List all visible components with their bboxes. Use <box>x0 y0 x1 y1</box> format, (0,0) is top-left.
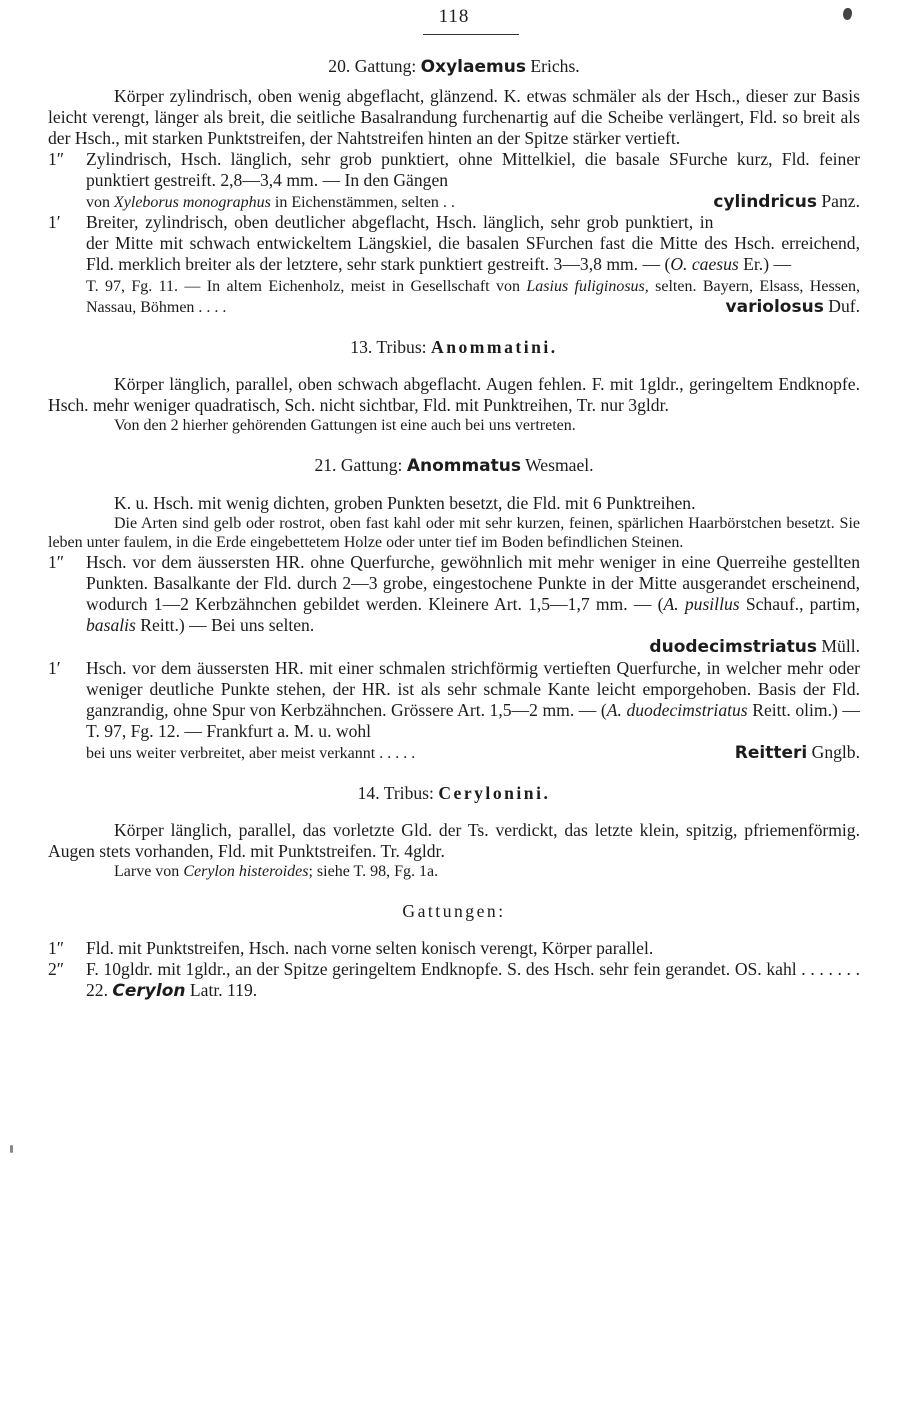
species-name: cylindricus <box>713 192 817 212</box>
key-number: 1′ <box>48 212 61 232</box>
genus-author: Latr. 119. <box>189 980 258 1000</box>
heading-prefix: 13. Tribus: <box>350 337 427 357</box>
synonym-post: Reitt.) — Bei uns selten. <box>140 615 315 635</box>
species-entry <box>86 636 860 658</box>
larva-reference <box>48 862 860 881</box>
species-entry <box>735 742 860 764</box>
genus-description: K. u. Hsch. mit wenig dichten, groben Punkten besetzt, die Fld. mit 6 Punktreihen. <box>114 493 696 513</box>
key-number: 1″ <box>48 552 65 572</box>
key-number: 1″ <box>48 938 65 958</box>
species-name: Reitteri <box>734 743 808 763</box>
key-small-text: bei uns weiter verbreitet, aber meist verkannt . . . . . <box>86 745 416 762</box>
synonym-name: A. duodecimstriatus <box>606 700 748 720</box>
key-entry <box>48 552 860 658</box>
key-small-pre: von <box>86 194 110 211</box>
synonym-name: basalis <box>86 615 136 635</box>
species-author: Gnglb. <box>811 742 860 762</box>
key-entry <box>48 959 860 1002</box>
synonym-name: O. caesus <box>670 254 739 274</box>
key-number: 1″ <box>48 149 65 169</box>
larva-post: ; siehe T. 98, Fg. 1a. <box>308 863 439 880</box>
synonym-post: Reitt. olim.) — T. 97, Fg. 12. — Frankfurt a. M. u. wohl <box>86 700 860 741</box>
book-page <box>48 0 860 1420</box>
genus-author: Erichs. <box>530 56 580 76</box>
host-species-name: Lasius fuliginosus, <box>526 278 649 295</box>
key-text: Hsch. vor dem äussersten HR. mit einer schmalen strichförmig vertieften Querfurche, in welcher mehr oder weniger deutliche Punkte stehen, der HR. ist als sehr schmale Kante leicht emporgehoben. Basis der Fld. ganzrandig, ohne Spur von Kerbzähnchen. Grössere Art. 1,5—2 mm. — ( <box>86 658 860 720</box>
synonym-name: A. pusillus <box>663 594 740 614</box>
heading-prefix: 20. Gattung: <box>328 56 417 76</box>
key-text: F. 10gldr. mit 1gldr., an der Spitze geringeltem Endknopfe. S. des Hsch. sehr fein gerandet. OS. kahl . . . . . . . 22. <box>86 959 860 1000</box>
page-content <box>48 56 860 1002</box>
genus-name: Cerylon <box>112 981 186 1001</box>
species-name: variolosus <box>725 297 824 317</box>
tribus-heading-cerylonini <box>48 783 860 804</box>
key-small-post: in Eichenstämmen, selten . . <box>274 194 455 211</box>
tribus-description: Körper länglich, parallel, oben schwach abgeflacht. Augen fehlen. F. mit 1gldr., geringeltem Endknopfe. Hsch. mehr weniger quadratisch, Sch. nicht sichtbar, Fld. mit Punktreihen, Tr. nur 3gldr. <box>48 374 860 415</box>
host-species-name: Xyleborus monographus <box>114 194 271 211</box>
larva-species: Cerylon histeroides <box>183 863 309 880</box>
key-entry <box>48 658 860 763</box>
key-entry <box>48 938 860 959</box>
page-number: 118 <box>438 6 470 27</box>
key-text: Breiter, zylindrisch, oben deutlicher abgeflacht, Hsch. länglich, sehr grob punktiert, in der Mitte mit schwach entwickeltem Längskiel, die basalen SFurchen fast die Mitte des Hsch. erreichend, Fld. merklich breiter als der letztere, sehr stark punktiert gestreift. 3—3,8 mm. — ( <box>86 212 860 274</box>
margin-ink-mark <box>10 1145 13 1153</box>
species-author: Duf. <box>828 296 860 316</box>
genus-heading-anommatus <box>48 455 860 477</box>
synonym-post: Er.) — <box>743 254 792 274</box>
key-number: 2″ <box>48 959 65 979</box>
key-small-pre: T. 97, Fg. 11. — In altem Eichenholz, meist in Gesellschaft von <box>86 278 520 295</box>
species-author: Panz. <box>821 191 860 211</box>
key-text: Fld. mit Punktstreifen, Hsch. nach vorne selten konisch verengt, Körper parallel. <box>86 938 654 958</box>
tribus-name: Anommatini. <box>430 337 558 357</box>
key-text: Zylindrisch, Hsch. länglich, sehr grob punktiert, ohne Mittelkiel, die basale SFurche kurz, Fld. feiner punktiert gestreift. 2,8—3,4 mm. — In den Gängen <box>86 149 860 190</box>
genus-heading-oxylaemus <box>48 56 860 78</box>
key-entry <box>48 212 860 317</box>
key-number: 1′ <box>48 658 61 678</box>
larva-pre: Larve von <box>114 863 180 880</box>
key-small-text <box>86 194 455 211</box>
key-entry <box>48 149 860 212</box>
tribus-name: Cerylonini. <box>438 783 551 803</box>
tribus-note: Von den 2 hierher gehörenden Gattungen ist eine auch bei uns vertreten. <box>114 417 576 434</box>
key-small-post: selten. Bayern, Elsass, Hessen, Nassau, Böhmen . . . . <box>86 278 861 316</box>
genus-note: Die Arten sind gelb oder rostrot, oben fast kahl oder mit sehr kurzen, feinen, spärlichen Haarbörstchen besetzt. Sie leben unter faulem, in die Erde eingebettetem Holze oder unter tief im Boden befindlichen Steinen. <box>48 515 860 551</box>
tribus-description: Körper länglich, parallel, das vorletzte Gld. der Ts. verdickt, das letzte klein, spitzig, pfriemenförmig. Augen stets vorhanden, Fld. mit Punktstreifen. Tr. 4gldr. <box>48 820 860 861</box>
gattungen-heading: Gattungen: <box>402 901 506 921</box>
genus-author: Wesmael. <box>525 455 594 475</box>
page-number-rule <box>423 34 519 35</box>
species-name: duodecimstriatus <box>649 637 817 657</box>
synonym-post: Schauf., partim, <box>745 594 861 614</box>
heading-prefix: 14. Tribus: <box>357 783 434 803</box>
species-entry <box>726 296 860 318</box>
heading-prefix: 21. Gattung: <box>314 455 403 475</box>
genus-description: Körper zylindrisch, oben wenig abgeflacht, glänzend. K. etwas schmäler als der Hsch., dieser zur Basis leicht verengt, länger als breit, die seitliche Basalrandung furchenartig auf die Scheibe verlängert, Fld. so breit als der Hsch., mit starken Punktstreifen, der Nahtstreifen hinten an der Spitze stärker vertieft. <box>48 86 860 148</box>
species-entry <box>713 191 860 213</box>
genus-name: Anommatus <box>406 456 521 476</box>
species-author: Müll. <box>821 636 860 656</box>
tribus-heading-anommatini <box>48 337 860 358</box>
genus-name: Oxylaemus <box>420 57 526 77</box>
key-text: Hsch. vor dem äussersten HR. ohne Querfurche, gewöhnlich mit mehr weniger in eine Querreihe gestellten Punkten. Basalkante der Fld. durch 2—3 grobe, eingestochene Punkte in der Mitte ausgerandet erscheinend, wodurch 1—2 Kerbzähnchen gebildet werden. Kleinere Art. 1,5—1,7 mm. — ( <box>86 552 860 614</box>
